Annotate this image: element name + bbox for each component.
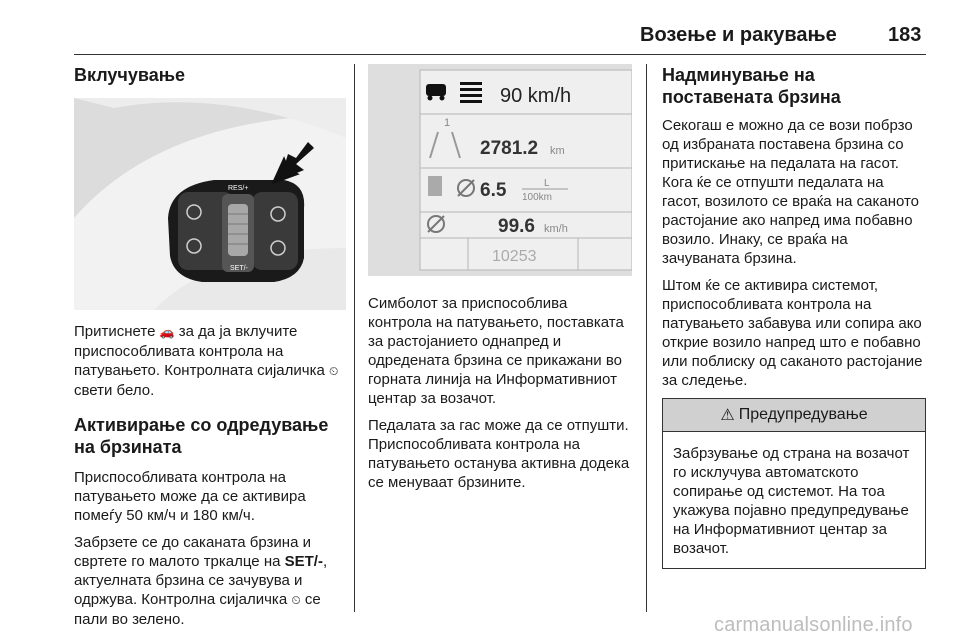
warning-icon: ⚠	[720, 407, 735, 424]
svg-text:1: 1	[444, 117, 451, 129]
res-label: RES/+	[228, 185, 249, 192]
column-1	[74, 64, 346, 637]
column-3	[662, 64, 926, 569]
paragraph: Секогаш е можно да се вози побрзо од избраната поставена брзина со притискање на педалата на гасот. Кога ќе се отпушти педалата на гасот, возилото се враќа на саканото растојание ако напред има побавно возило. Инаку, се враќа на зачуваната брзина.	[662, 117, 920, 267]
section-heading: Вклучување	[74, 65, 186, 85]
header-rule	[74, 54, 926, 55]
speed-readout: 90 km/h	[500, 85, 572, 107]
paragraph: Штом ќе се активира системот, приспособливата контрола на патувањето забавува или сопира ако открие возило напред што е побавно или поблиску од саканото растојание за следење.	[662, 277, 923, 389]
svg-text:km/h: km/h	[544, 223, 568, 235]
paragraph: Симболот за приспособлива контрола на патувањето, поставката за растојанието однапред и одредената брзина се прикажани во горната линија на Информативниот центар за возачот.	[368, 295, 624, 407]
running-header: Возење и ракување	[640, 24, 837, 46]
trip-distance: 2781.2	[480, 138, 539, 159]
watermark: carmanualsonline.info	[714, 614, 913, 636]
cruise-control-icon: 🚗	[159, 325, 175, 339]
svg-text:L: L	[544, 178, 550, 189]
fuel-pump-icon	[428, 176, 442, 196]
warning-box	[662, 398, 926, 569]
page-number: 183	[888, 24, 922, 46]
odometer: 10253	[492, 248, 537, 265]
cruise-indicator-icon: ⏲	[291, 593, 301, 607]
warning-header	[663, 399, 925, 432]
svg-text:100km: 100km	[522, 192, 553, 203]
column-divider	[354, 64, 355, 612]
paragraph: Приспособливата контрола на патувањето може да се активира помеѓу 50 км/ч и 180 км/ч.	[74, 469, 306, 524]
fuel-consumption: 6.5	[480, 180, 507, 201]
section-heading: Надминување на поставената брзина	[662, 65, 841, 107]
paragraph: Забрзете се до саканата брзина и свртете го малото тркалце на SET/-, актуелната брзина се зачувува и одржува. Контролна сијаличка ⏲ се пали во зелено.	[74, 534, 328, 628]
set-label: SET/-	[230, 265, 248, 272]
average-speed: 99.6	[498, 216, 535, 237]
cruise-indicator-icon: ⏲	[328, 364, 339, 378]
paragraph: Педалата за гас може да се отпушти. Приспособливата контрола на патувањето останува активна додека се менуваат брзините.	[368, 417, 630, 491]
section-heading: Активирање со одредување на брзината	[74, 415, 329, 457]
warning-title: Предупредување	[738, 406, 868, 423]
warning-text: Забрзување од страна на возачот го исклучува автоматското сопирање од системот. На тоа укажува појавно предупредување на Информативниот центар за возачот.	[673, 445, 910, 557]
driver-info-display	[368, 64, 632, 276]
steering-wheel-figure	[74, 98, 346, 310]
paragraph: Притиснете 🚗 за да ја вклучите приспособливата контрола на патувањето. Контролната сијаличка ⏲ свети бело.	[74, 323, 339, 399]
column-divider	[646, 64, 647, 612]
svg-text:km: km	[550, 145, 565, 157]
column-2	[368, 64, 632, 500]
